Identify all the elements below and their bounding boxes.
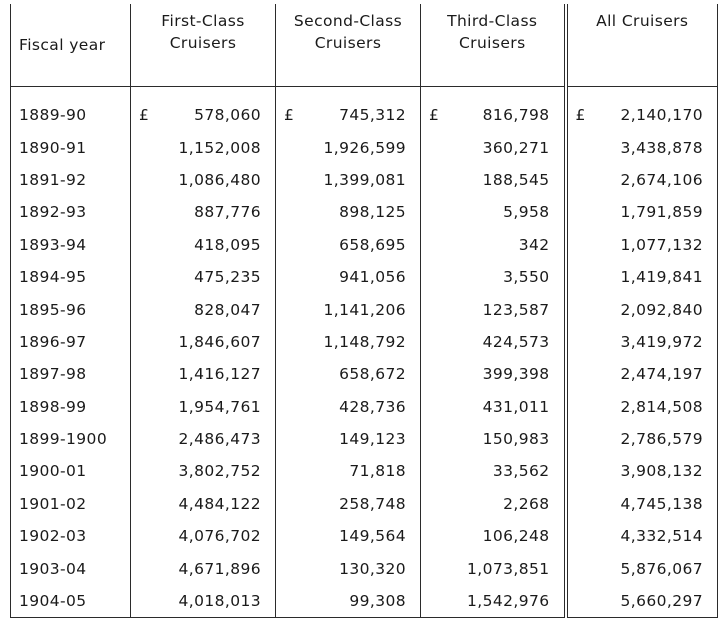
cell-first — [131, 585, 276, 618]
header-all-cruisers-line1: All Cruisers — [596, 12, 689, 30]
cell-all — [566, 293, 718, 325]
table-row — [11, 585, 718, 618]
cell-first — [131, 552, 276, 584]
cell-second — [276, 164, 421, 196]
cell-first — [131, 131, 276, 163]
cell-value: 3,908,132 — [620, 462, 703, 481]
cell-all — [566, 131, 718, 163]
cell-third — [421, 358, 566, 390]
cell-third — [421, 261, 566, 293]
cell-year — [11, 455, 131, 487]
cell-second — [276, 358, 421, 390]
cell-value: 1,399,081 — [323, 170, 406, 189]
cell-value: 2,674,106 — [620, 170, 703, 189]
cell-value: 828,047 — [194, 300, 261, 319]
table-row — [11, 326, 718, 358]
cell-value: 428,736 — [339, 397, 406, 416]
header-first-class-cruisers — [131, 4, 276, 87]
header-fiscal-year: Fiscal year — [11, 4, 131, 87]
cell-third — [421, 585, 566, 618]
cell-second — [276, 326, 421, 358]
cell-third — [421, 520, 566, 552]
cell-value: 2,140,170 — [620, 106, 703, 125]
cell-value: 1892-93 — [19, 203, 87, 222]
cell-first — [131, 423, 276, 455]
cell-year — [11, 552, 131, 584]
cell-second — [276, 293, 421, 325]
table-row — [11, 423, 718, 455]
cell-value: 1904-05 — [19, 592, 87, 611]
cell-year — [11, 326, 131, 358]
cell-value: 1889-90 — [19, 106, 87, 125]
header-second-class-cruisers — [276, 4, 421, 87]
table-row — [11, 391, 718, 423]
cell-value: 418,095 — [194, 235, 261, 254]
cell-value: 1899-1900 — [19, 430, 108, 449]
cell-value: 658,695 — [339, 235, 406, 254]
cell-value: 5,958 — [503, 203, 550, 222]
table-row — [11, 196, 718, 228]
cell-year — [11, 520, 131, 552]
cell-value: 1891-92 — [19, 170, 87, 189]
cell-year — [11, 99, 131, 131]
cell-value: 1,926,599 — [323, 138, 406, 157]
cell-value: 424,573 — [482, 332, 550, 351]
cell-all — [566, 229, 718, 261]
header-first-class-line2: Cruisers — [169, 34, 237, 52]
cell-value: 1894-95 — [19, 268, 87, 287]
cell-all — [566, 585, 718, 618]
cell-first — [131, 358, 276, 390]
table-row — [11, 520, 718, 552]
cell-value: 130,320 — [339, 559, 406, 578]
cell-all — [566, 552, 718, 584]
cell-all — [566, 423, 718, 455]
cell-year — [11, 423, 131, 455]
cell-third — [421, 196, 566, 228]
cell-second — [276, 455, 421, 487]
cell-value: 4,332,514 — [620, 527, 703, 546]
table-row — [11, 164, 718, 196]
cell-first — [131, 99, 276, 131]
cell-third — [421, 391, 566, 423]
cell-value: 1,416,127 — [178, 365, 261, 384]
currency-symbol: £ — [429, 106, 440, 125]
currency-symbol: £ — [284, 106, 295, 125]
cell-value: 1893-94 — [19, 235, 87, 254]
header-second-class-line1: Second-Class — [293, 12, 403, 30]
cell-all — [566, 358, 718, 390]
cell-year — [11, 585, 131, 618]
cell-value: 258,748 — [339, 494, 406, 513]
cell-year — [11, 293, 131, 325]
cell-value: 4,671,896 — [178, 559, 261, 578]
cell-value: 1,542,976 — [467, 592, 550, 611]
cell-third — [421, 552, 566, 584]
cell-value: 2,814,508 — [620, 397, 703, 416]
cell-year — [11, 358, 131, 390]
cell-value: 4,745,138 — [620, 494, 703, 513]
cell-year — [11, 196, 131, 228]
cell-first — [131, 326, 276, 358]
cell-value: 3,419,972 — [620, 332, 703, 351]
cell-year — [11, 131, 131, 163]
cell-value: 106,248 — [482, 527, 550, 546]
cell-second — [276, 520, 421, 552]
cell-third — [421, 423, 566, 455]
cell-third — [421, 488, 566, 520]
currency-symbol: £ — [575, 106, 586, 125]
cell-value: 1,152,008 — [178, 138, 261, 157]
cell-first — [131, 261, 276, 293]
cell-all — [566, 99, 718, 131]
cell-value: 4,018,013 — [178, 592, 261, 611]
cell-year — [11, 391, 131, 423]
table-body — [11, 87, 718, 618]
cell-year — [11, 229, 131, 261]
cell-second — [276, 131, 421, 163]
cell-value: 1890-91 — [19, 138, 87, 157]
cell-third — [421, 99, 566, 131]
cell-first — [131, 520, 276, 552]
cell-third — [421, 164, 566, 196]
spacer-row — [11, 87, 718, 100]
cell-second — [276, 488, 421, 520]
cell-value: 1,954,761 — [178, 397, 261, 416]
table-row — [11, 293, 718, 325]
cell-value: 1,791,859 — [620, 203, 703, 222]
cell-third — [421, 293, 566, 325]
table-row — [11, 552, 718, 584]
cell-all — [566, 520, 718, 552]
cell-second — [276, 391, 421, 423]
cell-value: 431,011 — [482, 397, 550, 416]
cell-first — [131, 164, 276, 196]
cruiser-expenditure-table — [10, 4, 718, 618]
cell-value: 658,672 — [339, 365, 406, 384]
cell-value: 475,235 — [194, 268, 261, 287]
cell-value: 2,474,197 — [620, 365, 703, 384]
cell-third — [421, 229, 566, 261]
cell-all — [566, 261, 718, 293]
cell-value: 816,798 — [482, 106, 550, 125]
cell-value: 3,802,752 — [178, 462, 261, 481]
cell-all — [566, 488, 718, 520]
cell-value: 1902-03 — [19, 527, 87, 546]
cell-value: 578,060 — [194, 106, 261, 125]
cell-value: 1895-96 — [19, 300, 87, 319]
cell-value: 1,086,480 — [178, 170, 261, 189]
cell-value: 149,123 — [339, 430, 406, 449]
cell-all — [566, 164, 718, 196]
cell-value: 1901-02 — [19, 494, 87, 513]
table-row — [11, 99, 718, 131]
cell-first — [131, 455, 276, 487]
cell-value: 99,308 — [349, 592, 406, 611]
cell-third — [421, 455, 566, 487]
cell-value: 399,398 — [482, 365, 550, 384]
cell-value: 123,587 — [482, 300, 550, 319]
cell-second — [276, 423, 421, 455]
cell-value: 5,876,067 — [620, 559, 703, 578]
cell-value: 4,076,702 — [178, 527, 261, 546]
header-third-class-line1: Third-Class — [447, 12, 538, 30]
cell-value: 1,077,132 — [620, 235, 703, 254]
cell-value: 2,486,473 — [178, 430, 261, 449]
cell-first — [131, 488, 276, 520]
cell-all — [566, 391, 718, 423]
cell-all — [566, 196, 718, 228]
cell-all — [566, 455, 718, 487]
cell-value: 2,786,579 — [620, 430, 703, 449]
cell-value: 33,562 — [492, 462, 550, 481]
cell-first — [131, 196, 276, 228]
cell-value: 3,550 — [503, 268, 550, 287]
cell-value: 1,846,607 — [178, 332, 261, 351]
cell-value: 745,312 — [339, 106, 406, 125]
cell-value: 149,564 — [339, 527, 406, 546]
cell-value: 360,271 — [482, 138, 550, 157]
cell-value: 5,660,297 — [620, 592, 703, 611]
cell-value: 1900-01 — [19, 462, 87, 481]
cell-second — [276, 585, 421, 618]
cell-value: 898,125 — [339, 203, 406, 222]
header-third-class-line2: Cruisers — [458, 34, 526, 52]
cell-value: 342 — [518, 235, 550, 254]
header-first-class-line1: First-Class — [161, 12, 245, 30]
cell-value: 188,545 — [482, 170, 550, 189]
cell-first — [131, 229, 276, 261]
cell-value: 150,983 — [482, 430, 550, 449]
cell-value: 1,148,792 — [323, 332, 406, 351]
cell-first — [131, 391, 276, 423]
cell-value: 941,056 — [339, 268, 406, 287]
cell-value: 1,141,206 — [323, 300, 406, 319]
cell-value: 2,092,840 — [620, 300, 703, 319]
cell-first — [131, 293, 276, 325]
cell-second — [276, 196, 421, 228]
header-row — [11, 4, 718, 87]
cell-value: 1898-99 — [19, 397, 87, 416]
table-row — [11, 261, 718, 293]
cell-second — [276, 552, 421, 584]
cell-value: 1903-04 — [19, 559, 87, 578]
cell-year — [11, 488, 131, 520]
header-third-class-cruisers — [421, 4, 566, 87]
cell-all — [566, 326, 718, 358]
table-row — [11, 131, 718, 163]
cell-year — [11, 261, 131, 293]
cell-value: 1,073,851 — [467, 559, 550, 578]
cell-value: 71,818 — [349, 462, 406, 481]
cell-value: 887,776 — [194, 203, 261, 222]
cell-second — [276, 229, 421, 261]
cell-third — [421, 326, 566, 358]
cell-second — [276, 261, 421, 293]
cell-value: 2,268 — [503, 494, 550, 513]
cell-value: 1,419,841 — [620, 268, 703, 287]
cell-second — [276, 99, 421, 131]
header-all-cruisers — [566, 4, 718, 87]
currency-symbol: £ — [139, 106, 150, 125]
table-row — [11, 358, 718, 390]
table-row — [11, 229, 718, 261]
cell-year — [11, 164, 131, 196]
cell-value: 1896-97 — [19, 332, 87, 351]
table-row — [11, 455, 718, 487]
cell-third — [421, 131, 566, 163]
cell-value: 4,484,122 — [178, 494, 261, 513]
table-row — [11, 488, 718, 520]
header-second-class-line2: Cruisers — [314, 34, 382, 52]
cell-value: 1897-98 — [19, 365, 87, 384]
cell-value: 3,438,878 — [620, 138, 703, 157]
